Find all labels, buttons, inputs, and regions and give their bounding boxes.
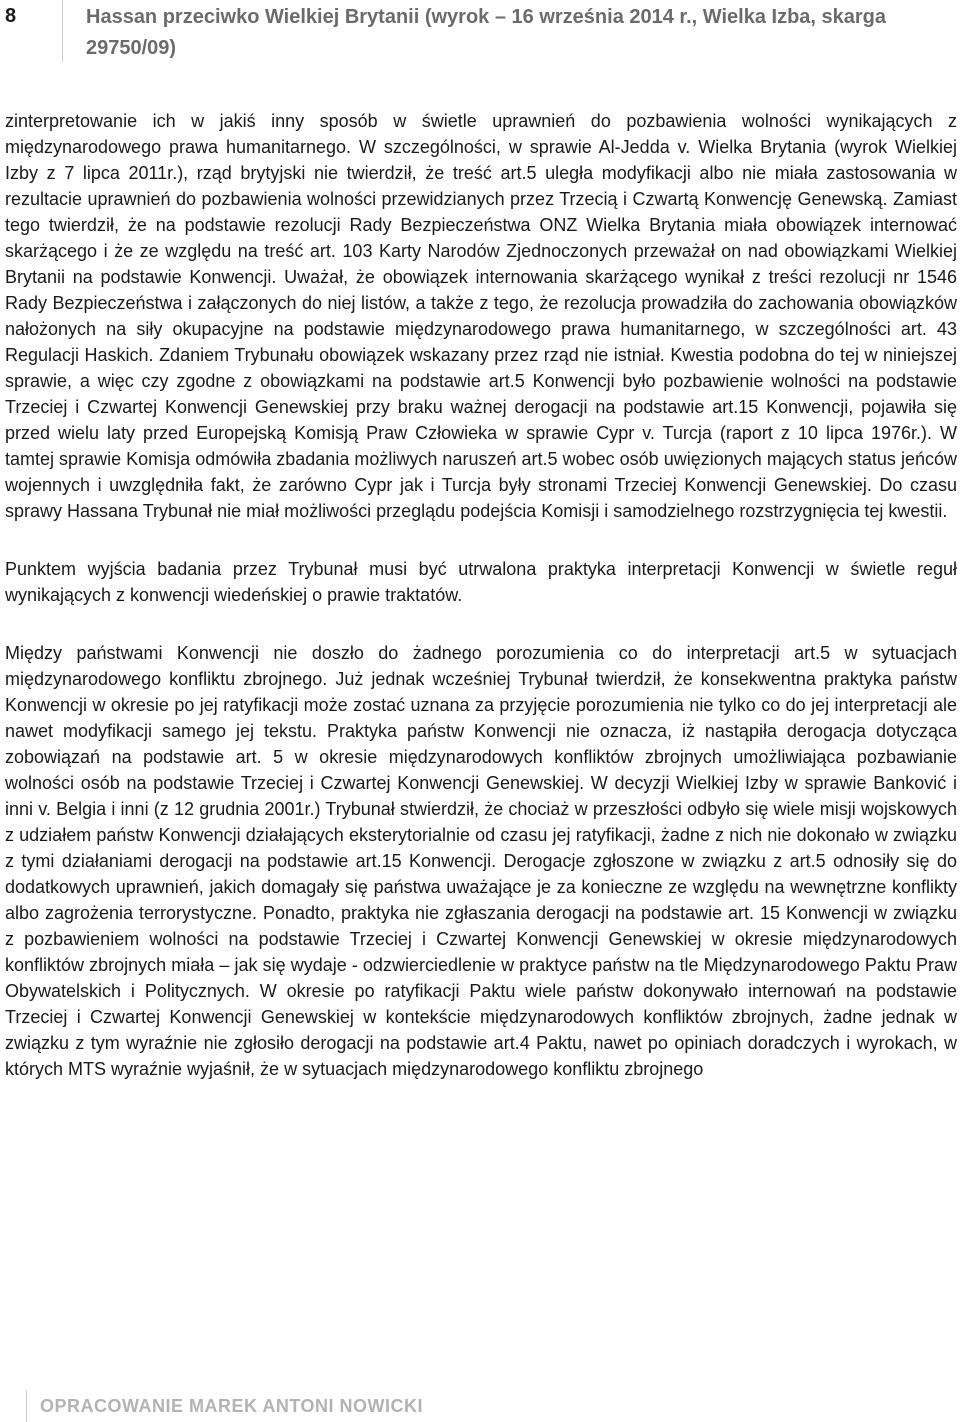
page-number: 8	[5, 5, 17, 27]
paragraph-3: Między państwami Konwencji nie doszło do żadnego porozumienia co do interpretacji art.5 w sytuacjach międzynarodowego konfliktu zbrojnego. Już jednak wcześniej Trybunał twierdził, że konsekwentna praktyka państw Konwencji w okresie po jej ratyfikacji może zostać uznana za przyjęcie porozumienia nie tylko co do jej interpretacji ale nawet modyfikacji samego jej tekstu. Praktyka państw Konwencji nie oznacza, iż nastąpiła derogacja dotycząca zobowiązań na podstawie art. 5 w okresie międzynarodowych konfliktów zbrojnych umożliwiająca pozbawianie wolności osób na podstawie Trzeciej i Czwartej Konwencji Genewskiej. W decyzji Wielkiej Izby w sprawie Banković i inni v. Belgia i inni (z 12 grudnia 2001r.) Trybunał stwierdził, że chociaż w przeszłości odbyło się wiele misji wojskowych z udziałem państw Konwencji działających eksterytorialnie od czasu jej ratyfikacji, żadne z nich nie dokonało w związku z tymi działaniami derogacji na podstawie art.15 Konwencji. Derogacje zgłoszone w związku z art.5 odnosiły się do dodatkowych uprawnień, jakich domagały się państwa uważające je za konieczne ze względu na wewnętrzne konflikty albo zagrożenia terrorystyczne. Ponadto, praktyka nie zgłaszania derogacji na podstawie art. 15 Konwencji w związku z pozbawieniem wolności na podstawie Trzeciej i Czwartej Konwencji Genewskiej w okresie międzynarodowych konfliktów zbrojnych miała – jak się wydaje - odzwierciedlenie w praktyce państw na tle Międzynarodowego Paktu Praw Obywatelskich i Politycznych. W okresie po ratyfikacji Paktu wiele państw dokonywało internowań na podstawie Trzeciej i Czwartej Konwencji Genewskiej w kontekście międzynarodowych konfliktów zbrojnych, żadne jednak w związku z tym wyraźnie nie zgłosiło derogacji na podstawie art.4 Paktu, nawet po opiniach doradczych i wyrokach, w których MTS wyraźnie wyjaśnił, że w sytuacjach międzynarodowego konfliktu zbrojnego	[5, 643, 957, 1079]
header-title: Hassan przeciwko Wielkiej Brytanii (wyrok – 16 września 2014 r., Wielka Izba, skarga 29750/09)	[86, 6, 887, 59]
header-divider	[62, 0, 63, 62]
paragraph-2: Punktem wyjścia badania przez Trybunał musi być utrwalona praktyka interpretacji Konwencji w świetle reguł wynikających z konwencji wiedeńskiej o prawie traktatów.	[5, 559, 957, 605]
footer-author: OPRACOWANIE MAREK ANTONI NOWICKI	[40, 1396, 423, 1416]
document-body	[5, 108, 957, 1114]
paragraph-1: zinterpretowanie ich w jakiś inny sposób w świetle uprawnień do pozbawienia wolności wynikających z międzynarodowego prawa humanitarnego. W szczególności, w sprawie Al-Jedda v. Wielka Brytania (wyrok Wielkiej Izby z 7 lipca 2011r.), rząd brytyjski nie twierdził, że treść art.5 uległa modyfikacji albo nie miała zastosowania w rezultacie uprawnień do pozbawienia wolności przewidzianych przez Trzecią i Czwartą Konwencję Genewską. Zamiast tego twierdził, że na podstawie rezolucji Rady Bezpieczeństwa ONZ Wielka Brytania miała obowiązek internować skarżącego i że ze względu na treść art. 103 Karty Narodów Zjednoczonych przeważał on nad obowiązkami Wielkiej Brytanii na podstawie Konwencji. Uważał, że obowiązek internowania skarżącego wynikał z treści rezolucji nr 1546 Rady Bezpieczeństwa i załączonych do niej listów, a także z tego, że rezolucja prowadziła do zachowania obowiązków nałożonych na siły okupacyjne na podstawie międzynarodowego prawa humanitarnego, w szczególności art. 43 Regulacji Haskich. Zdaniem Trybunału obowiązek wskazany przez rząd nie istniał. Kwestia podobna do tej w niniejszej sprawie, a więc czy zgodne z obowiązkami na podstawie art.5 Konwencji było pozbawienie wolności na podstawie Trzeciej i Czwartej Konwencji Genewskiej przy braku ważnej derogacji na podstawie art.15 Konwencji, pojawiła się przed wielu laty przed Europejską Komisją Praw Człowieka w sprawie Cypr v. Turcja (raport z 10 lipca 1976r.). W tamtej sprawie Komisja odmówiła zbadania możliwych naruszeń art.5 wobec osób uwięzionych mających status jeńców wojennych i uwzględniła fakt, że zarówno Cypr jak i Turcja były stronami Trzeciej Konwencji Genewskiej. Do czasu sprawy Hassana Trybunał nie miał możliwości przeglądu podejścia Komisji i samodzielnego rozstrzygnięcia tej kwestii.	[5, 111, 957, 521]
footer-divider	[26, 1390, 27, 1422]
